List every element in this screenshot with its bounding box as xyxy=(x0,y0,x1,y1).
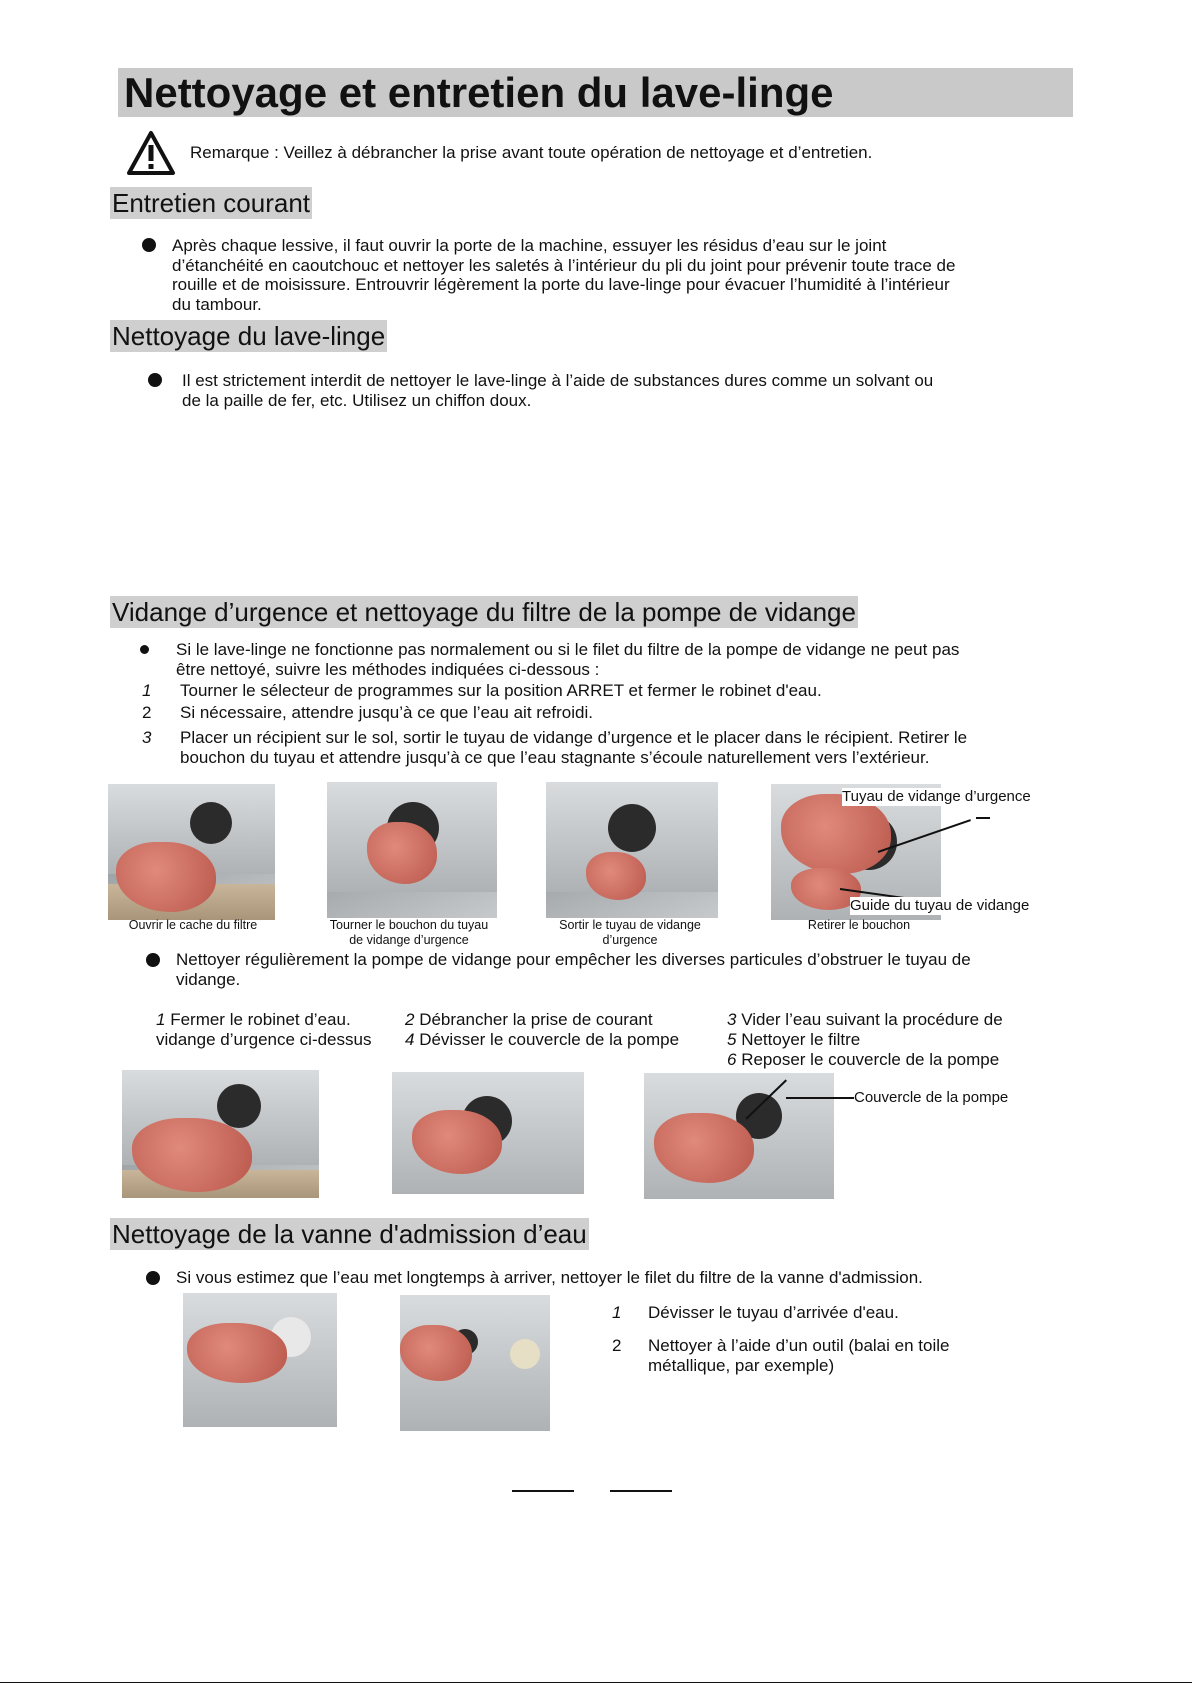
text-line: Placer un récipient sur le sol, sortir le tuyau de vidange d’urgence et le placer dans le récipient. Retirer le xyxy=(180,728,968,747)
text-line: Il est strictement interdit de nettoyer le lave-linge à l’aide de substances dures comme un solvant ou xyxy=(182,371,934,390)
nettoyage-paragraph xyxy=(182,371,933,410)
section-title-nettoyage: Nettoyage du lave-linge xyxy=(112,321,386,351)
step-text: Dévisser le tuyau d’arrivée d'eau. xyxy=(648,1303,899,1322)
step-text: Nettoyer le filtre xyxy=(736,1030,861,1049)
caption-line: Sortir le tuyau de vidange xyxy=(559,918,701,932)
text-line: vidange. xyxy=(176,969,241,989)
vanne-intro: Si vous estimez que l’eau met longtemps à arriver, nettoyer le filet du filtre de la vanne d'admission. xyxy=(176,1268,923,1287)
step-text xyxy=(648,1336,949,1375)
bullet-icon xyxy=(148,373,162,387)
text-line: Nettoyer régulièrement la pompe de vidange pour empêcher les diverses particules d’obstruer le tuyau de xyxy=(176,950,971,969)
step-number: 1 xyxy=(612,1303,622,1322)
page-title: Nettoyage et entretien du lave-linge xyxy=(118,68,1073,117)
text-line: être nettoyé, suivre les méthodes indiquées ci-dessous : xyxy=(176,659,600,679)
text-line: rouille et de moisissure. Entrouvrir légèrement la porte du lave-linge pour évacuer l’humidité à l’intérieur xyxy=(172,275,950,294)
step-text: Fermer le robinet d’eau. xyxy=(165,1010,351,1029)
section-title-vidange: Vidange d’urgence et nettoyage du filtre de la pompe de vidange xyxy=(112,597,856,627)
step-text: Vider l’eau suivant la procédure de xyxy=(736,1010,1003,1029)
step-number: 2 xyxy=(405,1010,415,1029)
step-number: 2 xyxy=(612,1336,622,1355)
step-text: Tourner le sélecteur de programmes sur la position ARRET et fermer le robinet d'eau. xyxy=(180,681,822,700)
text-line: Nettoyer à l’aide d’un outil (balai en toile xyxy=(648,1336,950,1355)
photo-caption xyxy=(540,918,720,948)
step-text: Si nécessaire, attendre jusqu’à ce que l’eau ait refroidi. xyxy=(180,703,593,722)
step-text xyxy=(180,728,967,767)
bullet-icon xyxy=(146,1271,160,1285)
step-number: 6 xyxy=(727,1050,737,1069)
photo-unscrew-pump-cover xyxy=(392,1072,584,1194)
section-title-vanne: Nettoyage de la vanne d'admission d’eau xyxy=(112,1219,587,1249)
photo-caption xyxy=(312,918,506,948)
section-title-entretien: Entretien courant xyxy=(112,188,311,218)
pump-step-3-continued: vidange d’urgence ci-dessus xyxy=(156,1030,372,1049)
photo-caption: Retirer le bouchon xyxy=(807,918,911,932)
pump-step-5 xyxy=(727,1030,860,1050)
photo-open-cover xyxy=(122,1070,319,1198)
text-line: Après chaque lessive, il faut ouvrir la porte de la machine, essuyer les résidus d’eau sur le joint xyxy=(172,236,887,255)
leader-line xyxy=(786,1097,854,1099)
bullet-icon xyxy=(140,645,149,654)
text-line: Si le lave-linge ne fonctionne pas normalement ou si le filet du filtre de la pompe de vidange ne peut pas xyxy=(176,640,960,659)
step-text: Reposer le couvercle de la pompe xyxy=(736,1050,1000,1069)
vidange-intro xyxy=(176,640,959,679)
bullet-icon xyxy=(142,238,156,252)
step-text: Débrancher la prise de courant xyxy=(414,1010,653,1029)
step-number: 2 xyxy=(142,703,152,722)
warning-triangle-icon xyxy=(126,130,176,176)
leader-line xyxy=(976,817,990,819)
text-line: métallique, par exemple) xyxy=(648,1355,835,1375)
caption-line: d’urgence xyxy=(602,933,658,947)
step-text: Dévisser le couvercle de la pompe xyxy=(414,1030,680,1049)
pump-step-1 xyxy=(156,1010,351,1030)
pump-paragraph xyxy=(176,950,971,989)
label-emergency-hose: Tuyau de vidange d’urgence xyxy=(842,788,1031,805)
entretien-paragraph xyxy=(172,236,955,314)
text-line: du tambour. xyxy=(172,294,262,314)
step-number: 3 xyxy=(142,728,152,747)
text-line: d’étanchéité en caoutchouc et nettoyer les saletés à l’intérieur du pli du joint pour prévenir toute trace de xyxy=(172,255,956,275)
label-hose-guide: Guide du tuyau de vidange xyxy=(850,897,1030,914)
step-number: 3 xyxy=(727,1010,737,1029)
photo-unscrew-inlet-hose xyxy=(183,1293,337,1427)
pump-step-4 xyxy=(405,1030,679,1050)
caption-line: de vidange d’urgence xyxy=(349,933,469,947)
text-line: bouchon du tuyau et attendre jusqu’à ce que l’eau stagnante s’écoule naturellement vers l’extérieur. xyxy=(180,747,930,767)
page-bottom-rule xyxy=(0,1682,1192,1683)
label-pump-cover: Couvercle de la pompe xyxy=(854,1089,1009,1106)
pump-step-6 xyxy=(727,1050,999,1070)
warning-text: Remarque : Veillez à débrancher la prise avant toute opération de nettoyage et d’entretien. xyxy=(190,143,873,162)
step-number: 5 xyxy=(727,1030,737,1049)
bullet-icon xyxy=(146,953,160,967)
photo-open-filter-cover xyxy=(108,784,275,920)
step-number: 1 xyxy=(156,1010,166,1029)
photo-clean-inlet-filter xyxy=(400,1295,550,1431)
caption-line: Tourner le bouchon du tuyau xyxy=(329,918,489,932)
footer-rule xyxy=(610,1490,672,1492)
pump-step-3 xyxy=(727,1010,1003,1030)
photo-caption: Ouvrir le cache du filtre xyxy=(128,918,258,932)
step-number: 4 xyxy=(405,1030,415,1049)
photo-turn-hose-cap xyxy=(327,782,497,918)
text-line: de la paille de fer, etc. Utilisez un chiffon doux. xyxy=(182,390,532,410)
pump-step-2 xyxy=(405,1010,653,1030)
photo-pull-drain-hose xyxy=(546,782,718,918)
step-number: 1 xyxy=(142,681,152,700)
footer-rule xyxy=(512,1490,574,1492)
photo-pump-cover xyxy=(644,1073,834,1199)
